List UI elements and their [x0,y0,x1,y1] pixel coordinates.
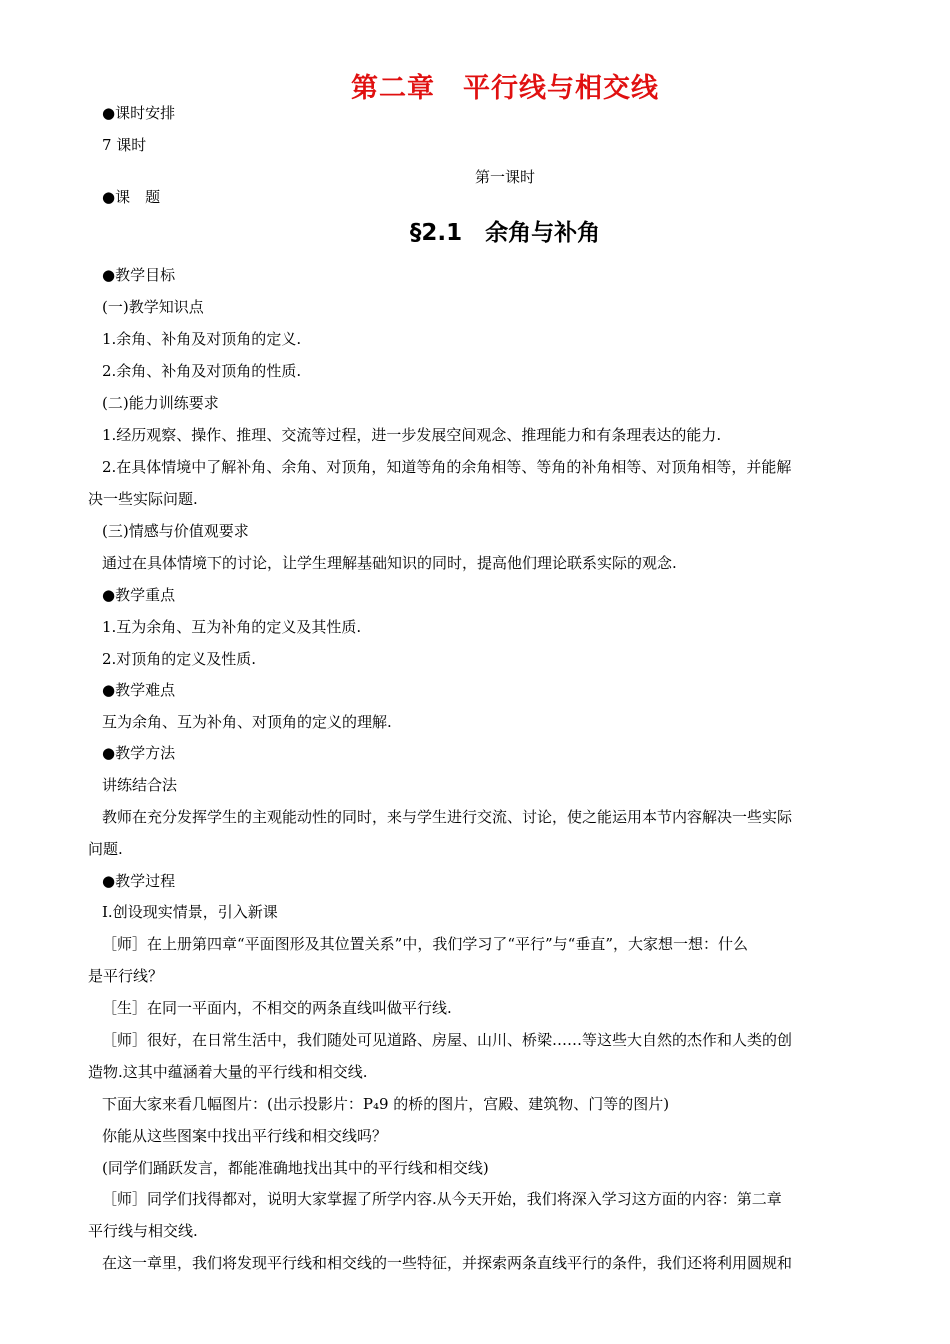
teacher-line-continued: 造物.这其中蕴涵着大量的平行线和相交线. [88,1063,368,1081]
difficulty-item: 互为余角、互为补角、对顶角的定义的理解. [102,713,392,731]
topic-heading: ●课 题 [102,188,161,206]
process-heading: ●教学过程 [102,872,176,890]
schedule-value: 7 课时 [102,136,147,154]
key-point-item: 1.互为余角、互为补角的定义及其性质. [102,618,362,636]
process-step: Ⅰ.创设现实情景，引入新课 [102,903,278,921]
method-item: 讲练结合法 [102,776,178,794]
chapter-title: 第二章 平行线与相交线 [351,73,659,104]
lesson-label: 第一课时 [474,168,535,186]
ability-heading: (二)能力训练要求 [102,394,219,412]
methods-heading: ●教学方法 [102,744,176,762]
process-paragraph: (同学们踊跃发言，都能准确地找出其中的平行线和相交线) [102,1159,489,1177]
schedule-heading: ●课时安排 [102,104,176,122]
knowledge-heading: (一)教学知识点 [102,298,204,316]
section-title: §2.1 余角与补角 [409,220,601,246]
emotion-item: 通过在具体情境下的讨论，让学生理解基础知识的同时，提高他们理论联系实际的观念. [102,554,677,572]
process-paragraph: 你能从这些图案中找出平行线和相交线吗？ [102,1127,388,1145]
knowledge-item: 2.余角、补角及对顶角的性质. [102,362,302,380]
method-desc: 教师在充分发挥学生的主观能动性的同时，来与学生进行交流、讨论，使之能运用本节内容解决一些实际 [102,808,793,826]
teacher-line: ［师］很好，在日常生活中，我们随处可见道路、房屋、山川、桥梁……等这些大自然的杰作和人类的创 [102,1031,793,1049]
teacher-line: ［师］在上册第四章“平面图形及其位置关系”中，我们学习了“平行”与“垂直”，大家想一想：什么 [102,935,749,953]
objectives-heading: ●教学目标 [102,266,176,284]
difficulties-heading: ●教学难点 [102,681,176,699]
method-desc-continued: 问题. [88,840,123,858]
knowledge-item: 1.余角、补角及对顶角的定义. [102,330,302,348]
ability-item: 2.在具体情境中了解补角、余角、对顶角，知道等角的余角相等、等角的补角相等、对顶角相等，并能解 [102,458,792,476]
key-point-item: 2.对顶角的定义及性质. [102,650,257,668]
ability-item: 1.经历观察、操作、推理、交流等过程，进一步发展空间观念、推理能力和有条理表达的能力. [102,426,722,444]
teacher-line-continued: 是平行线？ [88,967,164,985]
student-line: ［生］在同一平面内，不相交的两条直线叫做平行线. [102,999,452,1017]
process-paragraph: 在这一章里，我们将发现平行线和相交线的一些特征，并探索两条直线平行的条件，我们还将利用圆规和 [102,1254,793,1272]
key-points-heading: ●教学重点 [102,586,176,604]
teacher-line: ［师］同学们找得都对，说明大家掌握了所学内容.从今天开始，我们将深入学习这方面的内容：第二章 [102,1190,782,1208]
emotion-heading: (三)情感与价值观要求 [102,522,249,540]
teacher-line-continued: 平行线与相交线. [88,1222,198,1240]
ability-item-continued: 决一些实际问题. [88,490,198,508]
process-paragraph: 下面大家来看几幅图片：(出示投影片：P₄9 的桥的图片，宫殿、建筑物、门等的图片) [102,1095,670,1113]
